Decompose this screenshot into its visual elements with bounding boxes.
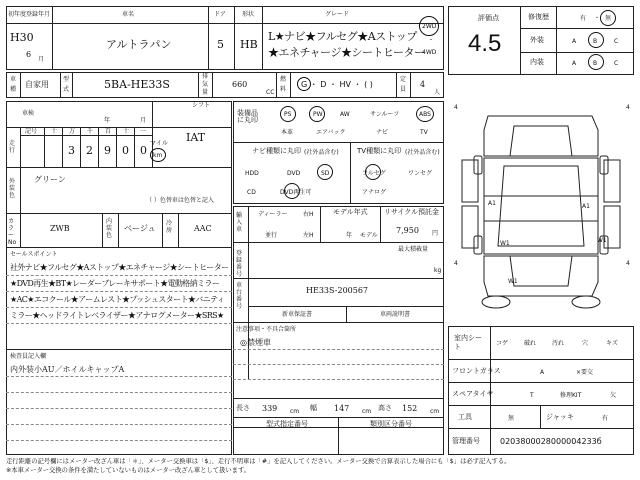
equip-item: エアバック xyxy=(316,129,346,136)
int-grade-c: C xyxy=(614,60,619,67)
model-label-2: 式 xyxy=(63,86,70,93)
drive-dot: ・ xyxy=(428,37,435,44)
height-unit: cm xyxy=(430,408,440,415)
navi-note: (社外品含む) xyxy=(304,149,339,156)
width: 147 xyxy=(334,404,350,413)
spare-option: 修理KIT xyxy=(560,392,582,399)
score: 4.5 xyxy=(468,30,502,57)
body-shape: HB xyxy=(240,38,258,51)
int-color: ベージュ xyxy=(124,224,156,233)
warranty-label: 新車保証書 xyxy=(282,311,313,318)
disp-unit: CC xyxy=(266,89,275,96)
recycle-label: リサイクル預託金 xyxy=(384,208,440,216)
sales-line: ミラー★ヘッドライトレベライザー★アナログメーター★SRS★ xyxy=(10,311,224,320)
right-hand: 右H xyxy=(303,211,314,218)
car-name: アルトラパン xyxy=(106,38,172,51)
cap-label-2: 員 xyxy=(400,86,407,93)
reg-no-label: 登録番号 xyxy=(236,250,243,278)
model-year-year: 年 xyxy=(346,232,353,239)
mgmt-label: 管理番号 xyxy=(452,437,480,445)
class-no-label: 類別区分番号 xyxy=(370,420,412,428)
spare-label: スペアタイヤ xyxy=(452,390,494,398)
tv-item: ワンセグ xyxy=(408,170,433,177)
type-class-block xyxy=(233,417,444,455)
spare-option: T xyxy=(530,392,534,399)
width-unit: cm xyxy=(362,408,372,415)
repair-dot: ・ xyxy=(594,15,601,22)
seat-item: コゲ xyxy=(496,340,509,347)
drive-2wd: 2WD xyxy=(422,23,437,30)
damage-mark: W1 xyxy=(500,240,510,247)
max-load-label: 最大積載量 xyxy=(398,246,429,253)
equip-item: 本革 xyxy=(281,129,294,136)
recycle-unit: 円 xyxy=(432,230,439,237)
recycle-fee: 7,950 xyxy=(396,226,419,235)
tools-value: 無 xyxy=(508,415,515,422)
color-no-label: カラーNo xyxy=(8,218,17,246)
seat-label: 室内シート xyxy=(454,334,482,351)
int-grade-label: 内装 xyxy=(530,58,544,66)
left-block xyxy=(6,101,232,455)
inspector-label: 検査員記入欄 xyxy=(10,353,47,360)
spare-option: 欠 xyxy=(610,392,617,399)
shape-label: 形状 xyxy=(242,11,255,18)
damage-mark: A1 xyxy=(488,200,496,207)
equip-item: ABS xyxy=(419,111,431,118)
cap-label-1: 定 xyxy=(400,76,407,83)
ext-grade-c: C xyxy=(614,38,619,45)
height-label: 高さ xyxy=(378,404,392,412)
seat-item: 破れ xyxy=(524,340,537,347)
inspector-notes: 内外装小AU／ホイルキャップA xyxy=(10,365,125,374)
first-reg-month: 6 xyxy=(26,50,32,59)
load-unit: kg xyxy=(434,267,442,274)
notes-label: 注意事項・不具合箇所 xyxy=(236,326,297,333)
door-label: ドア xyxy=(214,11,226,18)
km-unit-label: 百 xyxy=(105,128,112,135)
length: 339 xyxy=(262,404,278,413)
glass-option: ×要交 xyxy=(576,369,594,376)
ext-color: グリーン xyxy=(34,175,66,184)
km-unit-label: 千 xyxy=(87,128,94,135)
damage-mark: W1 xyxy=(597,237,607,244)
km-digit: 0 xyxy=(122,144,129,157)
door-count: 5 xyxy=(217,38,224,51)
fuel-label-1: 燃 xyxy=(280,76,287,83)
equip-label: 装備品に丸印 xyxy=(237,109,258,124)
equip-item: TV xyxy=(420,129,428,136)
score-label: 評価点 xyxy=(478,14,499,22)
damage-mark: A1 xyxy=(582,203,590,210)
capacity: 4 xyxy=(420,80,426,89)
model-year-label: モデル年式 xyxy=(333,208,368,216)
jack-label: ジャッキ xyxy=(546,413,574,421)
footer-line-2: ※本車メーター交換の条件を満たしていないものはメーター改ざん車として扱います。 xyxy=(6,467,251,474)
jack-value: 有 xyxy=(602,415,609,422)
glass-option: A xyxy=(540,369,545,376)
grade-line-2: ★エネチャージ★シートヒーター xyxy=(268,46,425,59)
drive-4wd: 4WD xyxy=(422,49,437,56)
seat-item: キズ xyxy=(606,340,618,347)
fuel-label-2: 料 xyxy=(280,86,287,93)
notes-text: ◎禁煙車 xyxy=(240,338,271,347)
parallel: 並行 xyxy=(265,232,278,239)
corner-label-br: 4 xyxy=(626,260,630,267)
sales-line: 社外ナビ★フルセグ★Aストップ★エネチャージ★シートヒーター xyxy=(10,263,229,272)
width-label: 幅 xyxy=(310,404,317,412)
manual-label: 車両説明書 xyxy=(380,311,411,318)
import-label: 輸入車 xyxy=(236,212,243,233)
use-type: 自家用 xyxy=(25,80,49,89)
chassis-no: HE33S-200567 xyxy=(306,286,369,295)
km-unit: km xyxy=(153,152,163,159)
km-digit: 2 xyxy=(86,144,93,157)
seat-item: 汚れ xyxy=(552,340,565,347)
glass-label: フロントガラス xyxy=(452,367,501,375)
disp-label-3: 量 xyxy=(202,89,209,96)
length-label: 長さ xyxy=(236,404,250,412)
month-unit: 月 xyxy=(38,56,45,63)
corner-label-tr: 4 xyxy=(626,104,630,111)
repair-label: 修復歴 xyxy=(528,13,549,21)
repair-no: 無 xyxy=(605,15,612,22)
navi-label: ナビ種類に丸印 xyxy=(252,147,301,155)
navi-item: DVD xyxy=(287,170,301,177)
shift-value: IAT xyxy=(186,131,206,144)
grade-line-1: L★ナビ★フルセグ★Aストップ xyxy=(268,30,417,43)
km-unit-label: 一 xyxy=(140,128,147,135)
equip-item: AW xyxy=(340,111,350,118)
seat-item: 穴 xyxy=(582,340,589,347)
fuel-options: G ・ D ・ HV ・ ( ) xyxy=(301,80,373,89)
length-unit: cm xyxy=(290,408,300,415)
km-digit: 3 xyxy=(68,144,75,157)
height: 152 xyxy=(402,404,418,413)
navi-item: CD xyxy=(247,189,256,196)
equip-item: PS xyxy=(284,111,292,118)
km-unit-label: 十 xyxy=(51,128,58,135)
tv-note: (社外品含む) xyxy=(405,149,440,156)
inspect-year: 年 xyxy=(104,117,111,124)
first-reg-label: 初年度登録年月 xyxy=(8,11,51,18)
ac-type: AAC xyxy=(194,224,212,233)
tools-label: 工具 xyxy=(458,413,472,421)
capacity-unit: 人 xyxy=(434,89,441,96)
ext-color-label: 外装色 xyxy=(9,178,16,199)
use-label-1: 車 xyxy=(10,76,17,83)
navi-item: SD xyxy=(321,170,330,177)
corner-label-tl: 4 xyxy=(454,104,458,111)
color-no: ZWB xyxy=(50,224,70,233)
tv-item: アナログ xyxy=(362,189,387,196)
sales-line: ★AC★エコクール★アームレスト★プッシュスタート★バニティ xyxy=(10,295,225,304)
equip-item: PW xyxy=(313,111,323,118)
int-grade-b: B xyxy=(593,60,598,67)
ext-grade-b: B xyxy=(593,38,598,45)
name-label: 車名 xyxy=(122,11,135,18)
corner-label-bl: 4 xyxy=(454,260,458,267)
type-no-label: 型式指定番号 xyxy=(266,420,308,428)
model-year-model: モデル xyxy=(360,232,378,239)
mile-label: マイル xyxy=(150,140,168,147)
damage-mark: W1 xyxy=(508,278,518,285)
ext-grade-label: 外装 xyxy=(530,36,544,44)
disp-label-1: 排 xyxy=(202,73,209,80)
shift-label: シフト xyxy=(192,102,211,109)
repair-yes: 有 xyxy=(580,15,587,22)
km-unit-label: 十 xyxy=(123,128,130,135)
displacement: 660 xyxy=(232,80,248,89)
inspect-month: 月 xyxy=(140,117,147,124)
use-label-2: 種 xyxy=(10,86,17,93)
km-label: 走行 xyxy=(9,140,16,154)
navi-item: DVD再生可 xyxy=(280,189,312,196)
model-code: 5BA-HE33S xyxy=(104,78,170,91)
model-label-1: 型 xyxy=(63,76,70,83)
ac-label: 冷房 xyxy=(166,220,173,234)
middle-block xyxy=(233,206,444,428)
first-reg-era: H30 xyxy=(10,31,34,44)
int-color-label: 内装色 xyxy=(106,218,113,239)
sales-label: セールスポイント xyxy=(10,251,58,258)
grade-label: グレード xyxy=(325,11,350,18)
equip-item: ナビ xyxy=(376,129,389,136)
color-note: （ ）色替車は色替と記入 xyxy=(146,197,214,204)
int-grade-a: A xyxy=(572,60,577,67)
km-unit-label: 万 xyxy=(69,128,76,135)
dealer: ディーラー xyxy=(258,211,288,218)
navi-item: HDD xyxy=(245,170,259,177)
mgmt-no: 0203800028000004233б xyxy=(500,437,602,446)
car-damage-diagram xyxy=(448,96,634,316)
tv-item: フルセグ xyxy=(362,170,386,177)
km-digit: 9 xyxy=(104,144,111,157)
equip-item: サンルーフ xyxy=(370,111,400,118)
tv-label: TV種類に丸印 xyxy=(357,147,402,155)
chassis-label: 車台番号 xyxy=(236,282,243,310)
inspect-label: 車検 xyxy=(22,110,35,117)
km-digit: 0 xyxy=(140,144,147,157)
km-unit-label: 記号 xyxy=(25,128,38,135)
left-hand: 左H xyxy=(303,232,314,239)
disp-label-2: 気 xyxy=(202,81,209,88)
sales-line: ★DVD再生★BT★レーダーブレーキサポート★電動格納ミラー xyxy=(10,279,220,288)
ext-grade-a: A xyxy=(572,38,577,45)
footer-line-1: 走行距離の記号欄にはメーター改ざん車は「＊」、メーター交換車は「$」、走行不明車は「#」を記入してください。メーター交換で合算表示した場合にも「$」は必ず記入する。 xyxy=(6,458,511,465)
